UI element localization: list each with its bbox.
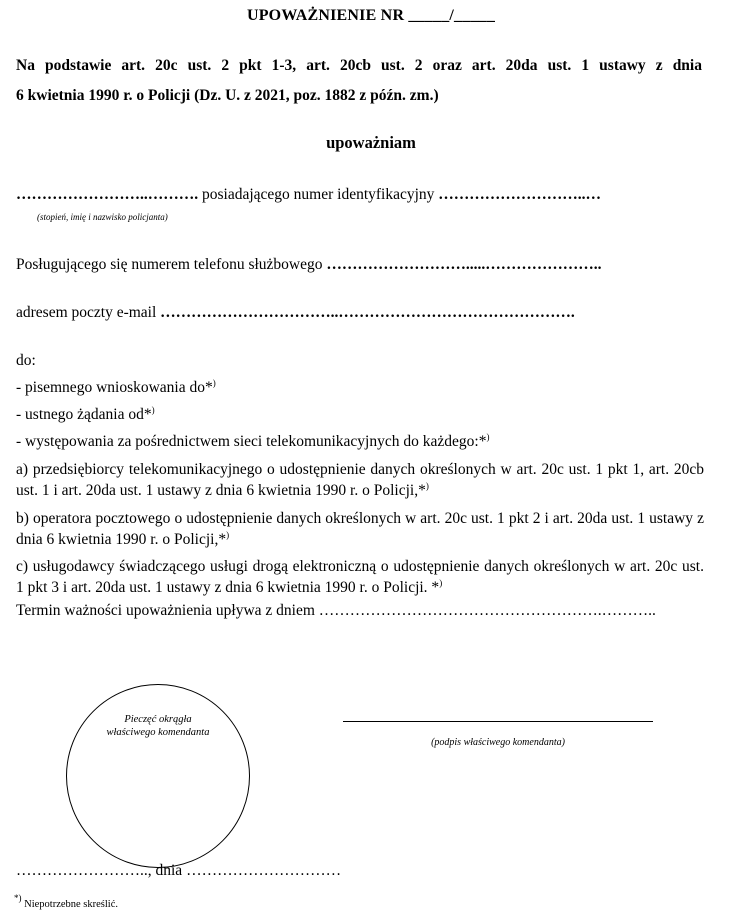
authorize-heading: upoważniam <box>326 133 416 152</box>
validity-blank[interactable]: ……………………………………………….……….. <box>318 602 656 619</box>
officer-id-blank[interactable]: ………………………..… <box>438 186 602 203</box>
seal-label-line-1: Pieczęć okrągła <box>124 714 192 725</box>
signature-caption: (podpis właściwego komendanta) <box>431 737 565 748</box>
phone-blank[interactable]: ……………………….....………………….. <box>326 256 602 273</box>
scope-item-written-text: - pisemnego wnioskowania do* <box>16 379 213 396</box>
scope-b <box>16 508 704 550</box>
footnote-ref: ) <box>439 578 443 588</box>
footnote-mark: *) <box>14 893 22 903</box>
officer-id-label: posiadającego numer identyfikacyjny <box>202 186 439 203</box>
email-blank[interactable]: ……………………………..………………………………………. <box>160 304 575 321</box>
footnote-ref: ) <box>212 378 216 388</box>
footnote-ref: ) <box>486 432 490 442</box>
scope-item-telecom-text: - występowania za pośrednictwem sieci telekomunikacyjnych do każdego:* <box>16 433 487 450</box>
scope-item-written <box>16 379 216 397</box>
date-label: ., dnia <box>143 862 187 879</box>
scope-c <box>16 556 704 598</box>
date-line <box>16 862 341 880</box>
scope-b-text: b) operatora pocztowego o udostępnienie danych określonych w art. 20c ust. 1 pkt 2 i art. 20da ust. 1 ustawy z dnia 6 kwietnia 1990 r. o Policji,* <box>16 510 704 548</box>
seal-label-line-2: właściwego komendanta <box>106 727 210 738</box>
officer-name-caption: (stopień, imię i nazwisko policjanta) <box>37 212 168 222</box>
footnote-ref: ) <box>425 481 429 491</box>
place-blank[interactable]: ……………………. <box>16 862 144 879</box>
phone-label: Posługującego się numerem telefonu służbowego <box>16 256 327 273</box>
phone-line <box>16 256 601 274</box>
document-title: UPOWAŻNIENIE NR _____/_____ <box>246 7 496 24</box>
scope-intro: do: <box>16 352 36 369</box>
scope-a <box>16 459 704 501</box>
officer-name-blank[interactable]: ……………………..………. <box>16 186 202 203</box>
seal-circle <box>66 684 250 868</box>
legal-basis <box>16 51 702 111</box>
legal-basis-line-2: 6 kwietnia 1990 r. o Policji (Dz. U. z 2021, poz. 1882 z późn. zm.) <box>16 87 439 104</box>
signature-line[interactable] <box>343 721 653 722</box>
seal-label <box>67 713 249 739</box>
footnote-ref: ) <box>151 405 155 415</box>
date-blank[interactable]: ………………………… <box>186 862 342 879</box>
scope-c-text: c) usługodawcy świadczącego usługi drogą elektroniczną o udostępnienie danych określonych w art. 20c ust. 1 pkt 3 i art. 20da ust. 1 ustawy z dnia 6 kwietnia 1990 r. o Policji. * <box>16 558 704 596</box>
scope-item-telecom <box>16 433 489 451</box>
validity-label: Termin ważności upoważnienia upływa z dniem <box>16 602 319 619</box>
validity-line <box>16 602 656 620</box>
email-line <box>16 304 575 322</box>
email-label: adresem poczty e-mail <box>16 304 161 321</box>
scope-item-oral-text: - ustnego żądania od* <box>16 406 152 423</box>
scope-item-oral <box>16 406 155 424</box>
officer-line <box>16 186 601 204</box>
legal-basis-line-1: Na podstawie art. 20c ust. 2 pkt 1-3, art. 20cb ust. 2 oraz art. 20da ust. 1 ustawy z dnia <box>16 57 702 74</box>
scope-a-text: a) przedsiębiorcy telekomunikacyjnego o udostępnienie danych określonych w art. 20c ust. 1 pkt 1, art. 20cb ust. 1 i art. 20da ust. 1 ustawy z dnia 6 kwietnia 1990 r. o Policji,* <box>16 461 704 499</box>
footnote-ref: ) <box>226 530 230 540</box>
footnote <box>14 893 119 910</box>
footnote-text: Niepotrzebne skreślić. <box>21 899 119 910</box>
